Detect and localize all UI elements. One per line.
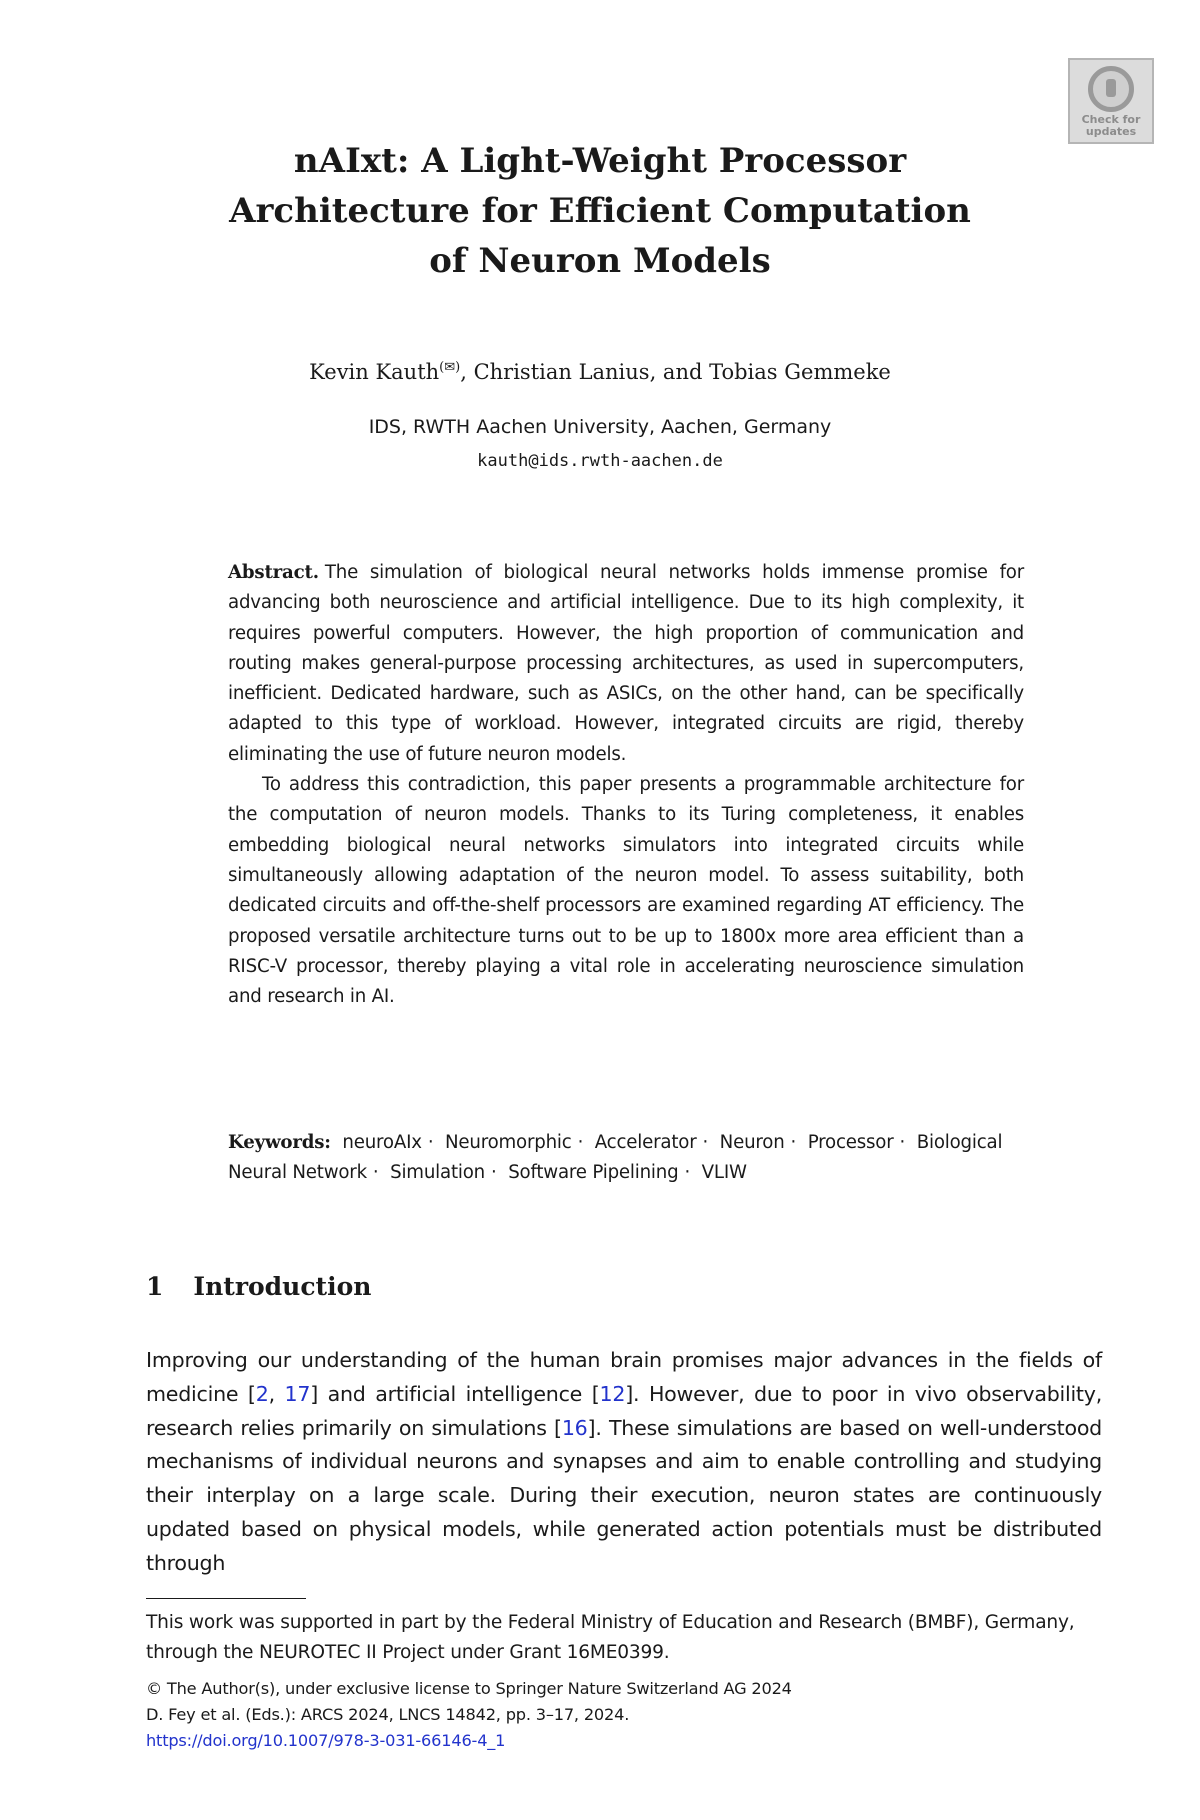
affiliation: IDS, RWTH Aachen University, Aachen, Germany bbox=[368, 416, 832, 438]
section-heading-introduction bbox=[146, 1270, 371, 1304]
intro-text: ]. These simulations are based on well-understood mechanisms of individual neurons and synapses and aim to enable controlling and studying their interplay on a large scale. During their execution, neuron states are continuously updated based on physical models, while generated action potentials must be distributed through bbox=[146, 1415, 1102, 1575]
abstract-text-1: The simulation of biological neural networks holds immense promise for advancing both neuroscience and artificial intelligence. Due to its high complexity, it requires powerful computers. However, the high proportion of communication and routing makes general-purpose processing architectures, as used in supercomputers, inefficient. Dedicated hardware, such as ASICs, on the other hand, can be specifically adapted to this type of workload. However, integrated circuits are rigid, thereby eliminating the use of future neuron models. bbox=[228, 562, 1024, 765]
citation-link[interactable]: 17 bbox=[284, 1381, 311, 1406]
citation-link[interactable]: 12 bbox=[599, 1381, 626, 1406]
keyword-item: VLIW bbox=[701, 1162, 747, 1183]
copyright-block bbox=[146, 1676, 1102, 1754]
keyword-item: neuroAIx bbox=[342, 1132, 422, 1153]
check-for-updates-icon bbox=[1088, 66, 1134, 112]
keyword-separator: · bbox=[577, 1132, 584, 1153]
keyword-separator: · bbox=[491, 1162, 497, 1183]
keyword-separator: · bbox=[899, 1132, 906, 1153]
footnote-divider bbox=[146, 1598, 306, 1599]
abstract-paragraph-2: To address this contradiction, this paper presents a programmable architecture for the computation of neuron models. Thanks to its Turing completeness, it enables embedding biological neural networks simulators into integrated circuits while simultaneously allowing adaptation of the neuron model. To assess suitability, both dedicated circuits and off-the-shelf processors are examined regarding AT efficiency. The proposed versatile architecture turns out to be up to 1800x more area efficient than a RISC-V processor, thereby playing a vital role in accelerating neuroscience simulation and research in AI. bbox=[228, 774, 1024, 1008]
abstract-paragraph-1 bbox=[228, 558, 1024, 770]
paper-title bbox=[150, 136, 1050, 286]
badge-label-line2: updates bbox=[1085, 125, 1137, 138]
section-title: Introduction bbox=[193, 1272, 372, 1301]
section-number: 1 bbox=[146, 1272, 164, 1301]
author-email[interactable]: kauth@ids.rwth-aachen.de bbox=[477, 451, 723, 471]
citation-link[interactable]: 16 bbox=[561, 1415, 588, 1440]
intro-text: ] and artificial intelligence [ bbox=[310, 1381, 600, 1406]
funding-footnote: This work was supported in part by the Federal Ministry of Education and Research (BMBF), Germany, through the NEUROTEC II Project under Grant 16ME0399. bbox=[146, 1612, 1075, 1663]
keyword-item: Neuromorphic bbox=[445, 1132, 572, 1153]
keyword-separator: · bbox=[684, 1162, 691, 1183]
intro-text: , bbox=[268, 1381, 285, 1406]
intro-text: ]. However, due to poor in vivo observability, research relies primarily on simulations [ bbox=[146, 1381, 1102, 1440]
author-list bbox=[150, 354, 1050, 386]
proceedings-citation: D. Fey et al. (Eds.): ARCS 2024, LNCS 14842, pp. 3–17, 2024. bbox=[146, 1705, 630, 1724]
keywords bbox=[228, 1128, 1024, 1188]
keyword-separator: · bbox=[790, 1132, 797, 1153]
keyword-separator: · bbox=[702, 1132, 709, 1153]
title-line-3: of Neuron Models bbox=[429, 241, 771, 281]
introduction-paragraph bbox=[146, 1344, 1102, 1581]
keyword-item: Processor bbox=[807, 1132, 894, 1153]
title-line-1: nAIxt: A Light-Weight Processor bbox=[293, 141, 907, 181]
keyword-separator: · bbox=[427, 1132, 434, 1153]
keyword-item: Biological Neural Network bbox=[228, 1132, 1003, 1183]
other-authors: , Christian Lanius, and Tobias Gemmeke bbox=[460, 360, 891, 384]
doi-link[interactable]: https://doi.org/10.1007/978-3-031-66146-4_1 bbox=[146, 1731, 506, 1750]
title-line-2: Architecture for Efficient Computation bbox=[229, 191, 971, 231]
corresponding-author-mark: (✉) bbox=[439, 360, 461, 375]
badge-label-line1: Check for bbox=[1081, 113, 1141, 126]
keyword-item: Accelerator bbox=[594, 1132, 697, 1153]
keyword-item: Software Pipelining bbox=[508, 1162, 679, 1183]
citation-link[interactable]: 2 bbox=[255, 1381, 269, 1406]
author-kevin-kauth: Kevin Kauth bbox=[309, 360, 440, 384]
keywords-label: Keywords: bbox=[228, 1132, 331, 1153]
copyright-line: © The Author(s), under exclusive license to Springer Nature Switzerland AG 2024 bbox=[146, 1679, 792, 1698]
abstract-label: Abstract. bbox=[228, 562, 319, 583]
abstract bbox=[228, 558, 1024, 1012]
intro-text: Improving our understanding of the human brain promises major advances in the fields of medicine [ bbox=[146, 1348, 1102, 1406]
keyword-item: Simulation bbox=[390, 1162, 485, 1183]
check-for-updates-badge[interactable] bbox=[1068, 58, 1154, 144]
check-for-updates-label bbox=[1082, 114, 1141, 138]
keyword-item: Neuron bbox=[719, 1132, 785, 1153]
keyword-separator: · bbox=[372, 1162, 379, 1183]
